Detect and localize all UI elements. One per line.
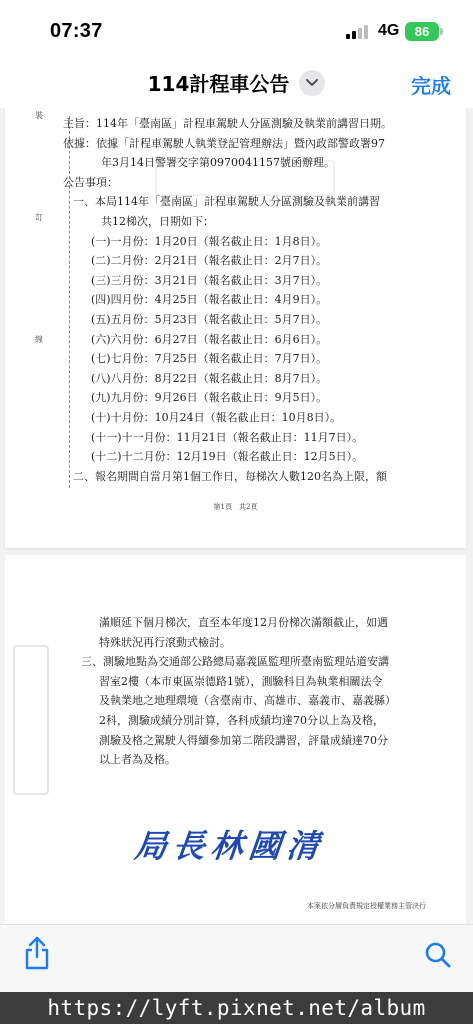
subject-line: 主旨：114年「臺南區」計程車駕駛人分區測驗及執業前講習日期。 xyxy=(63,117,392,130)
item-2-cont: 特殊狀況再行滾動式檢討。 xyxy=(99,635,231,649)
search-icon[interactable] xyxy=(424,941,452,969)
item-3-cont: 2科，測驗成績分別計算，各科成績均達70分以上為及格， xyxy=(99,713,384,727)
url-banner: https://lyft.pixnet.net/album xyxy=(0,992,473,1024)
document-page-2 xyxy=(5,555,466,924)
bottom-toolbar xyxy=(0,924,473,992)
item-3-cont: 以上者為及格。 xyxy=(99,753,176,767)
item-2: 二、報名期間自當月第1個工作日，每梯次人數120名為上限，額 xyxy=(73,469,387,483)
page-number: 第1頁 共2頁 xyxy=(213,503,258,511)
signal-icon xyxy=(346,25,372,39)
basis-line-cont: 年3月14日警署交字第0970041157號函辦理。 xyxy=(101,156,335,170)
nav-bar xyxy=(0,62,473,108)
document-page-1 xyxy=(5,108,466,548)
schedule-row: (九)九月份：9月26日（報名截止日：9月5日）。 xyxy=(91,391,328,405)
notice-heading: 公告事項： xyxy=(63,175,118,189)
page2-text xyxy=(71,613,396,770)
margin-mark-staple: 訂 xyxy=(35,213,43,222)
document-title: 114計程車公告 xyxy=(147,72,290,96)
schedule-row: (五)五月份：5月23日（報名截止日：5月7日）。 xyxy=(91,312,328,326)
signature: 局長林國清 xyxy=(132,827,327,865)
schedule-row: (十)十月份：10月24日（報名截止日：10月8日）。 xyxy=(91,410,342,424)
battery-icon: 86 xyxy=(405,22,439,41)
document-title-menu[interactable] xyxy=(148,68,326,97)
item-1: 一、本局114年「臺南區」計程車駕駛人分區測驗及執業前講習 xyxy=(73,195,380,209)
schedule-row: (七)七月份：7月25日（報名截止日：7月7日）。 xyxy=(91,352,328,366)
basis-line: 依據：依據「計程車駕駛人執業登記管理辦法」暨內政部警政署97 xyxy=(63,136,385,150)
chevron-down-icon[interactable] xyxy=(299,70,325,96)
network-type: 4G xyxy=(378,22,400,39)
faint-seal xyxy=(13,645,49,795)
schedule-row: (八)八月份：8月22日（報名截止日：8月7日）。 xyxy=(91,371,328,385)
delegation-note: 本案依分層負責規定授權業務主管決行 xyxy=(307,902,426,910)
item-3-cont: 及執業地之地理環境（含臺南市、高雄市、嘉義市、嘉義縣） xyxy=(99,694,396,708)
item-1-cont: 共12梯次，日期如下： xyxy=(101,214,214,228)
schedule-row: (六)六月份：6月27日（報名截止日：6月6日）。 xyxy=(91,332,328,346)
status-bar xyxy=(0,0,473,62)
schedule-row: (十二)十二月份：12月19日（報名截止日：12月5日）。 xyxy=(91,450,364,464)
schedule-row: (四)四月份：4月25日（報名截止日：4月9日）。 xyxy=(91,293,328,307)
margin-mark-line: 線 xyxy=(35,335,43,344)
status-time: 07:37 xyxy=(50,20,103,42)
item-2-cont: 滿順延下個月梯次，直至本年度12月份梯次滿額截止，如遇 xyxy=(99,616,388,629)
margin-mark-bind: 裝 xyxy=(35,111,43,120)
item-3-cont: 習室2樓（本市東區崇德路1號），測驗科目為執業相關法令 xyxy=(99,674,383,688)
item-3-cont: 測驗及格之駕駛人得續參加第二階段講習，評量成績達70分 xyxy=(99,733,388,747)
battery-nub xyxy=(440,28,443,35)
page1-text xyxy=(63,114,392,486)
schedule-row: (三)三月份：3月21日（報名截止日：3月7日）。 xyxy=(91,273,328,287)
share-icon[interactable] xyxy=(22,935,52,971)
schedule-row: (二)二月份：2月21日（報名截止日：2月7日）。 xyxy=(91,254,328,268)
item-3: 三、測驗地點為交通部公路總局嘉義區監理所臺南監理站道安講 xyxy=(81,655,389,669)
schedule-row: (十一)十一月份：11月21日（報名截止日：11月7日）。 xyxy=(91,430,364,444)
done-button[interactable]: 完成 xyxy=(411,74,451,98)
document-viewer[interactable] xyxy=(0,108,473,924)
schedule-row: (一)一月份：1月20日（報名截止日：1月8日）。 xyxy=(91,234,328,248)
